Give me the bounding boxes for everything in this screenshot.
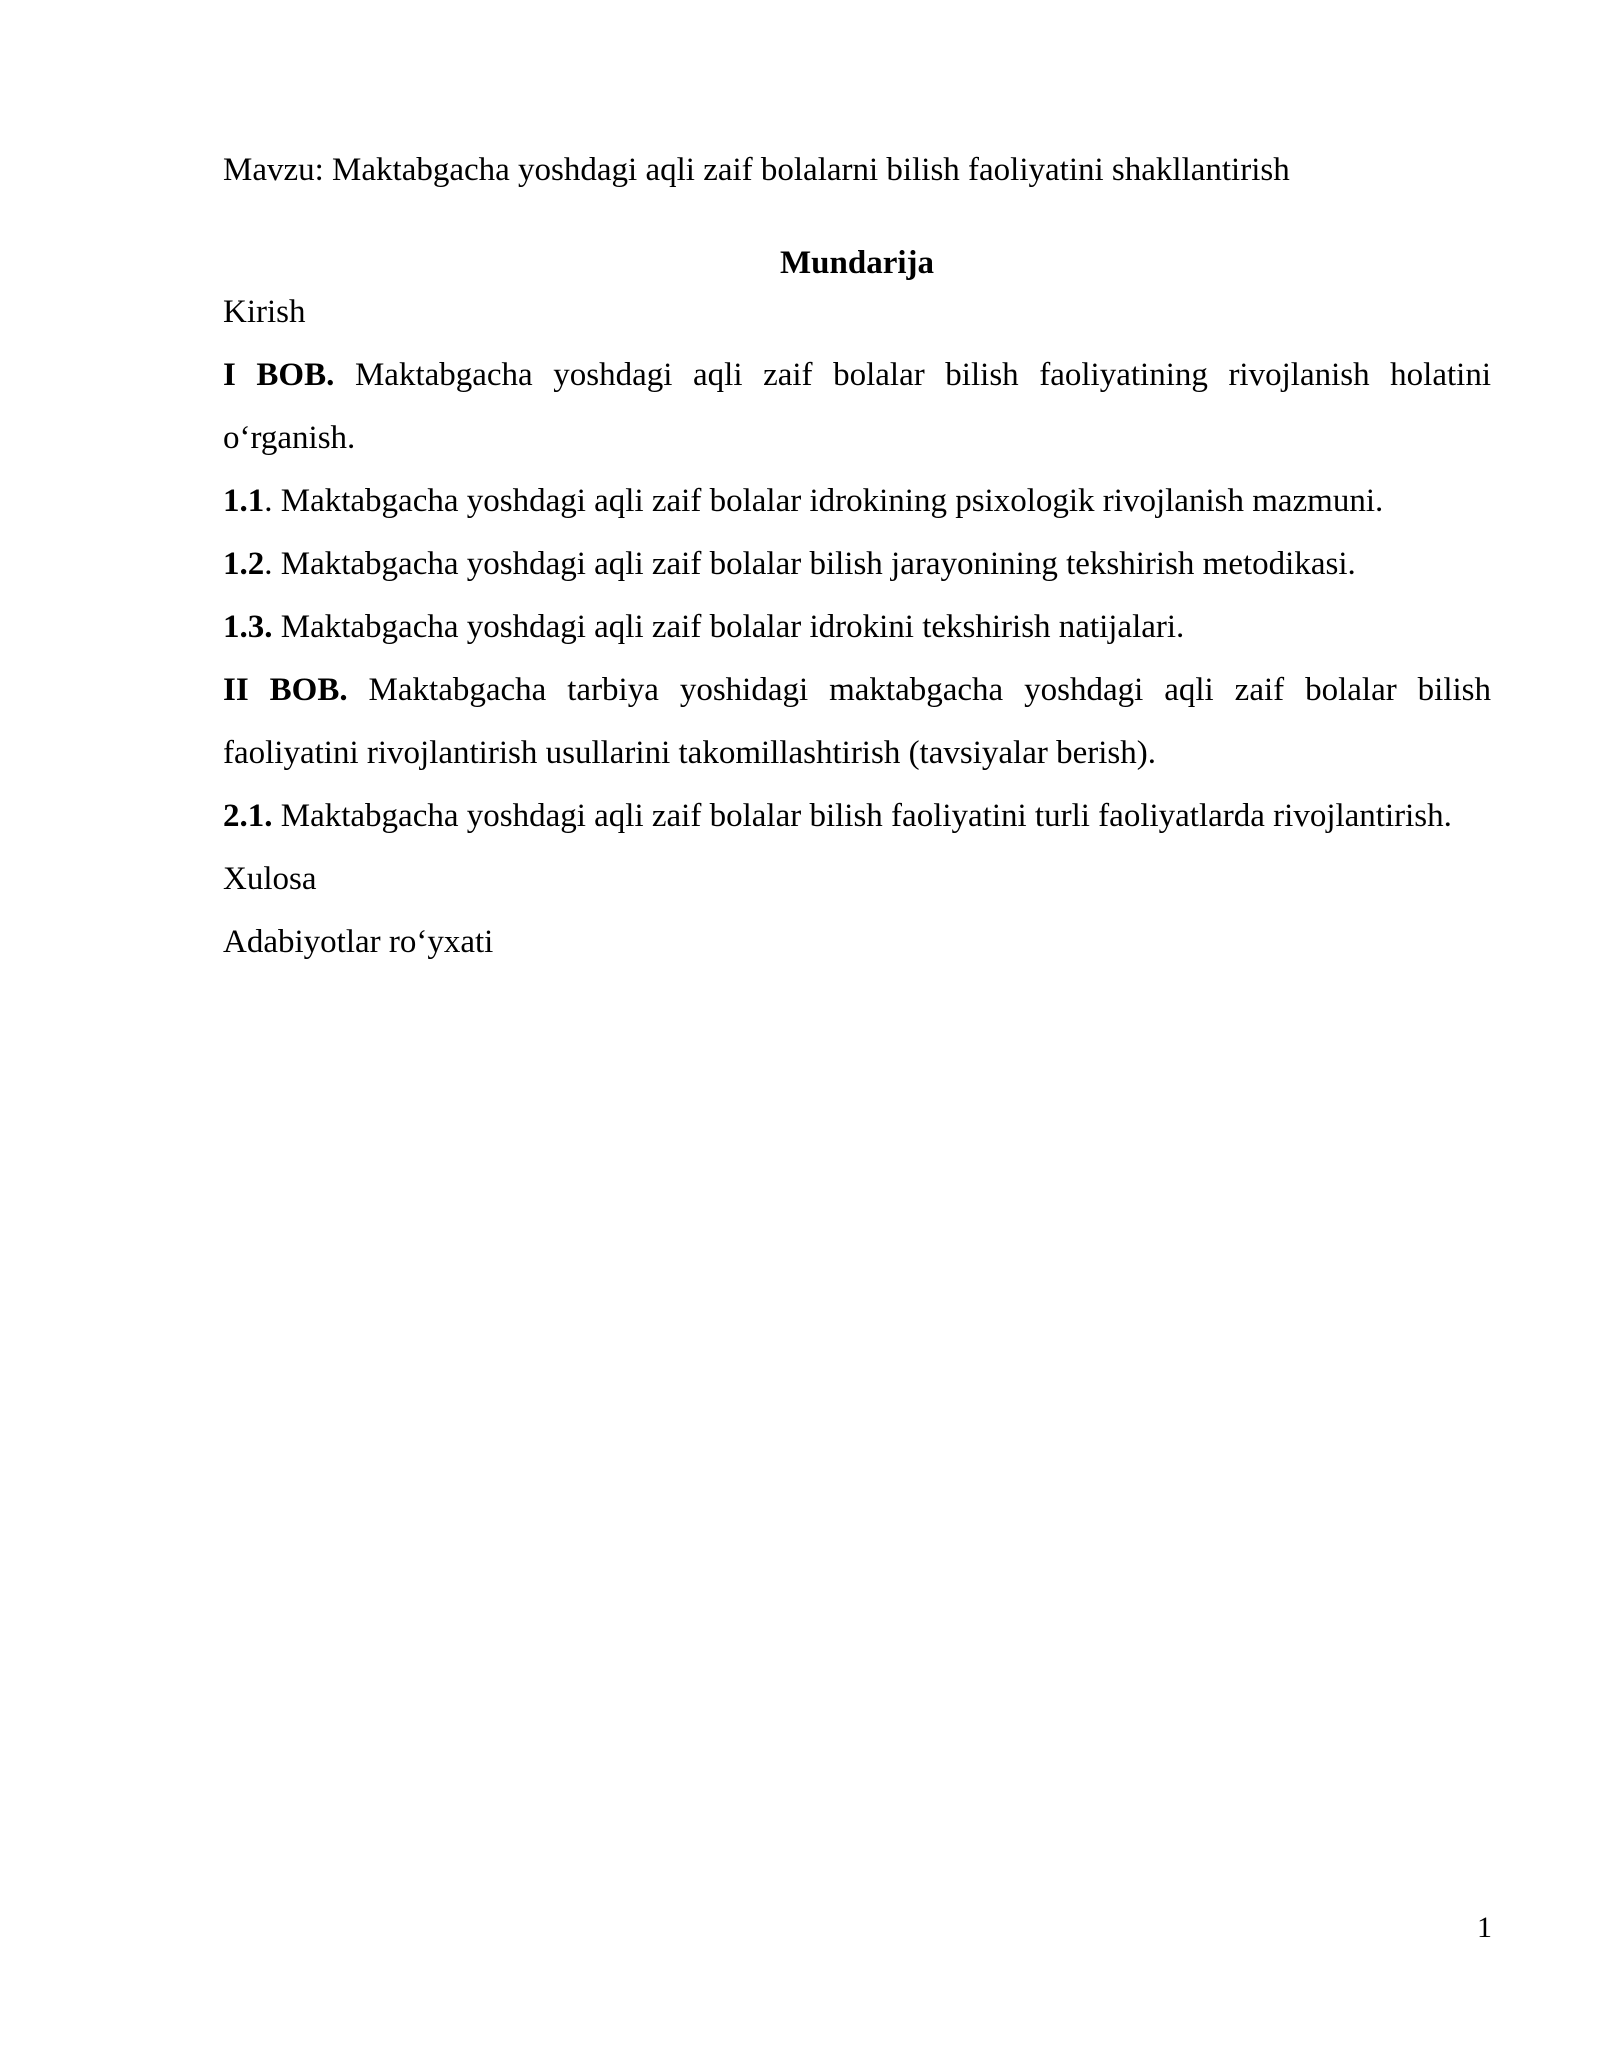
toc-item-section-1-1-label: 1.1: [223, 483, 265, 519]
toc-item-section-1-3: [223, 596, 1491, 659]
toc-item-chapter-1: [223, 344, 1491, 470]
toc-item-section-2-1-text: Maktabgacha yoshdagi aqli zaif bolalar bilish faoliyatini turli faoliyatlarda rivojlantirish.: [272, 798, 1452, 834]
toc-item-conclusion: Xulosa: [223, 861, 317, 897]
toc-title: Mundarija: [779, 245, 934, 281]
toc-item-section-1-3-text: Maktabgacha yoshdagi aqli zaif bolalar idrokini tekshirish natijalari.: [272, 609, 1185, 645]
toc-item-chapter-1-label: I BOB.: [223, 357, 335, 393]
toc-item-section-1-3-label: 1.3.: [223, 609, 273, 645]
toc-item-section-1-2-label: 1.2: [223, 546, 265, 582]
toc-item-section-1-1-text: . Maktabgacha yoshdagi aqli zaif bolalar idrokining psixologik rivojlanish mazmuni.: [264, 483, 1384, 519]
page-number: 1: [1477, 1911, 1492, 1944]
toc-item-section-2-1: [223, 785, 1491, 848]
toc-item-chapter-2-label: II BOB.: [223, 672, 348, 708]
table-of-contents: [223, 281, 1491, 974]
toc-item-section-1-1: [223, 470, 1491, 533]
topic-line: Mavzu: Maktabgacha yoshdagi aqli zaif bolalarni bilish faoliyatini shakllantirish: [223, 152, 1290, 188]
toc-item-section-1-2-text: . Maktabgacha yoshdagi aqli zaif bolalar bilish jarayonining tekshirish metodikasi.: [264, 546, 1356, 582]
toc-item-section-1-2: [223, 533, 1491, 596]
toc-item-chapter-2-text: Maktabgacha tarbiya yoshidagi maktabgacha yoshdagi aqli zaif bolalar bilish faoliyatini rivojlantirish usullarini takomillashtirish (tavsiyalar berish).: [223, 672, 1492, 771]
toc-item-section-2-1-label: 2.1.: [223, 798, 273, 834]
toc-item-chapter-1-text: Maktabgacha yoshdagi aqli zaif bolalar bilish faoliyatining rivojlanish holatini o‘rganish.: [223, 357, 1491, 456]
toc-item-references: Adabiyotlar ro‘yxati: [223, 924, 494, 960]
toc-item-chapter-2: [223, 659, 1491, 785]
toc-item-intro: Kirish: [223, 294, 306, 330]
